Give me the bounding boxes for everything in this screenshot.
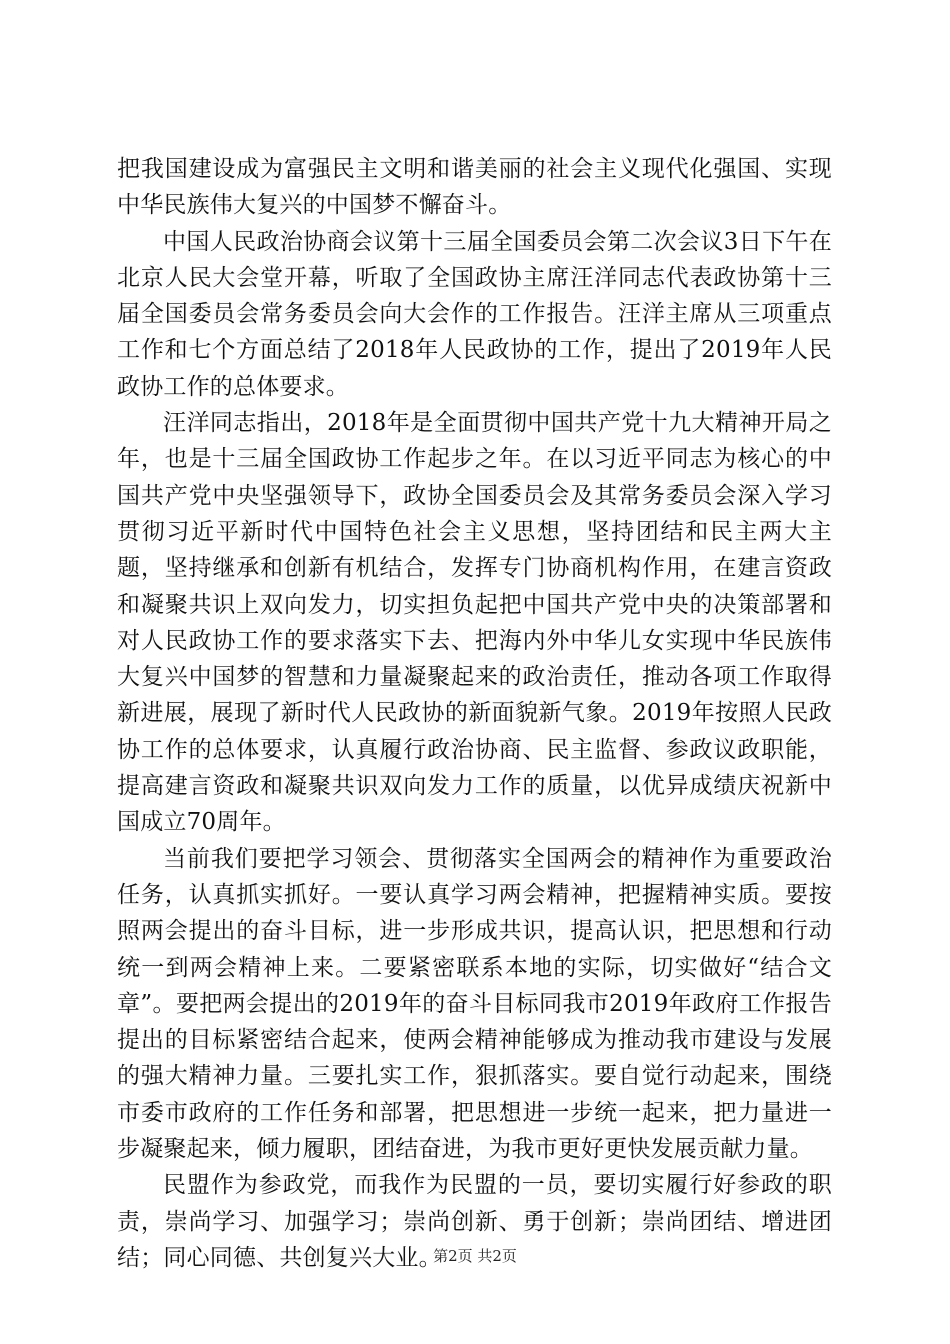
document-body [117,151,832,1276]
paragraph-1: 把我国建设成为富强民主文明和谐美丽的社会主义现代化强国、实现中华民族伟大复兴的中国梦不懈奋斗。 [117,156,832,219]
paragraph-2: 中国人民政治协商会议第十三届全国委员会第二次会议3日下午在北京人民大会堂开幕，听取了全国政协主席汪洋同志代表政协第十三届全国委员会常务委员会向大会作的工作报告。汪洋主席从三项重点工作和七个方面总结了2018年人民政协的工作，提出了2019年人民政协工作的总体要求。 [117,228,832,400]
paragraph-5: 民盟作为参政党，而我作为民盟的一员，要切实履行好参政的职责，崇尚学习、加强学习；崇尚创新、勇于创新；崇尚团结、增进团结；同心同德、共创复兴大业。 [117,1172,832,1271]
page-footer: 第2页 共2页 [433,1247,517,1265]
paragraph-4: 当前我们要把学习领会、贯彻落实全国两会的精神作为重要政治任务，认真抓实抓好。一要认真学习两会精神，把握精神实质。要按照两会提出的奋斗目标，进一步形成共识，提高认识，把思想和行动统一到两会精神上来。二要紧密联系本地的实际，切实做好“结合文章”。要把两会提出的2019年的奋斗目标同我市2019年政府工作报告提出的目标紧密结合起来，使两会精神能够成为推动我市建设与发展的强大精神力量。三要扎实工作，狠抓落实。要自觉行动起来，围绕市委市政府的工作任务和部署，把思想进一步统一起来，把力量进一步凝聚起来，倾力履职，团结奋进，为我市更好更快发展贡献力量。 [117,845,832,1163]
paragraph-3: 汪洋同志指出，2018年是全面贯彻中国共产党十九大精神开局之年，也是十三届全国政协工作起步之年。在以习近平同志为核心的中国共产党中央坚强领导下，政协全国委员会及其常务委员会深入学习贯彻习近平新时代中国特色社会主义思想，坚持团结和民主两大主题，坚持继承和创新有机结合，发挥专门协商机构作用，在建言资政和凝聚共识上双向发力，切实担负起把中国共产党中央的决策部署和对人民政协工作的要求落实下去、把海内外中华儿女实现中华民族伟大复兴中国梦的智慧和力量凝聚起来的政治责任，推动各项工作取得新进展，展现了新时代人民政协的新面貌新气象。2019年按照人民政协工作的总体要求，认真履行政治协商、民主监督、参政议政职能，提高建言资政和凝聚共识双向发力工作的质量，以优异成绩庆祝新中国成立70周年。 [117,410,832,836]
